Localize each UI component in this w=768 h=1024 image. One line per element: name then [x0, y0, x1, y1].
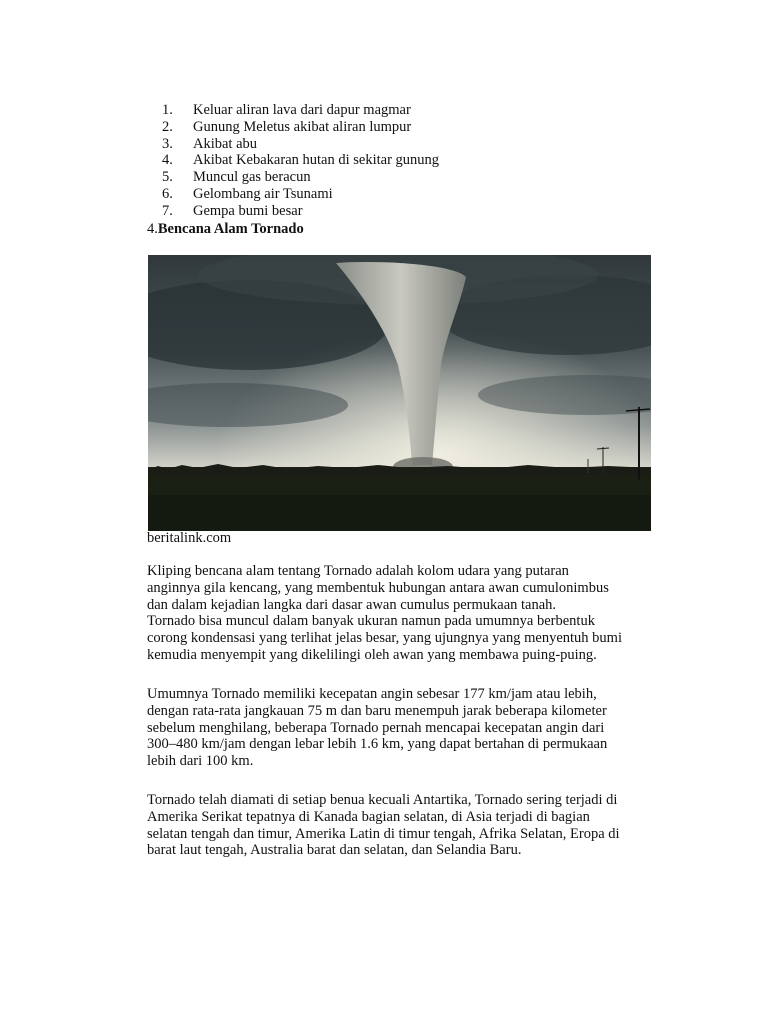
list-item-number: 2.: [162, 118, 173, 135]
list-item-text: Gelombang air Tsunami: [193, 185, 333, 202]
list-item-text: Akibat abu: [193, 135, 258, 152]
paragraph-line: Amerika Serikat tepatnya di Kanada bagian selatan, di Asia terjadi di bagian: [147, 808, 590, 825]
paragraph-line: Tornado telah diamati di setiap benua kecuali Antartika, Tornado sering terjadi di: [147, 792, 618, 808]
list-item-text: Akibat Kebakaran hutan di sekitar gunung: [193, 152, 440, 169]
paragraph-line: selatan tengah dan timur, Amerika Latin di timur tengah, Afrika Selatan, Eropa di: [147, 825, 620, 842]
paragraph-line: barat laut tengah, Australia barat dan selatan, dan Selandia Baru.: [147, 842, 522, 859]
tornado-photo: [148, 255, 651, 531]
paragraph-line: Tornado bisa muncul dalam banyak ukuran namun pada umumnya berbentuk: [147, 613, 595, 630]
section-title: Bencana Alam Tornado: [157, 221, 304, 237]
section-number: 4.: [147, 221, 158, 237]
paragraph-speed: [147, 686, 667, 770]
list-item: [162, 152, 642, 169]
photo-caption: beritalink.com: [147, 530, 232, 546]
paragraph-line: dan dalam kejadian langka dari dasar awan cumulus permukaan tanah.: [147, 596, 557, 613]
list-item-number: 5.: [162, 169, 173, 186]
list-item: [162, 186, 642, 203]
paragraph-line: 300–480 km/jam dengan lebar lebih 1.6 km, yang dapat bertahan di permukaan: [147, 736, 608, 753]
list-item: [162, 169, 642, 186]
paragraph-locations: [147, 792, 667, 859]
list-item-text: Gunung Meletus akibat aliran lumpur: [193, 118, 412, 135]
list-item: [162, 119, 642, 136]
paragraph-line: Umumnya Tornado memiliki kecepatan angin sebesar 177 km/jam atau lebih,: [147, 686, 597, 702]
section-heading: [147, 221, 304, 238]
paragraph-definition: [147, 563, 667, 664]
volcano-effects-list: [162, 102, 642, 220]
paragraph-line: dengan rata-rata jangkauan 75 m dan baru menempuh jarak beberapa kilometer: [147, 702, 607, 719]
list-item: [162, 102, 642, 119]
paragraph-line: lebih dari 100 km.: [147, 753, 254, 770]
paragraph-line: sebelum menghilang, beberapa Tornado pernah mencapai kecepatan angin dari: [147, 719, 605, 736]
list-item-text: Keluar aliran lava dari dapur magmar: [193, 102, 411, 118]
paragraph-line: Kliping bencana alam tentang Tornado adalah kolom udara yang putaran: [147, 563, 569, 579]
list-item-number: 7.: [162, 202, 173, 219]
list-item: [162, 203, 642, 220]
list-item: [162, 136, 642, 153]
list-item-number: 1.: [162, 102, 173, 118]
paragraph-line: kemudia menyempit yang dikelilingi oleh awan yang membawa puing-puing.: [147, 646, 597, 663]
list-item-number: 3.: [162, 135, 173, 152]
paragraph-line: anginnya gila kencang, yang membentuk hubungan antara awan cumulonimbus: [147, 579, 609, 596]
paragraph-line: corong kondensasi yang terlihat jelas besar, yang ujungnya yang menyentuh bumi: [147, 630, 622, 647]
list-item-text: Muncul gas beracun: [193, 169, 311, 186]
list-item-text: Gempa bumi besar: [193, 202, 303, 219]
list-item-number: 4.: [162, 152, 173, 169]
list-item-number: 6.: [162, 185, 173, 202]
